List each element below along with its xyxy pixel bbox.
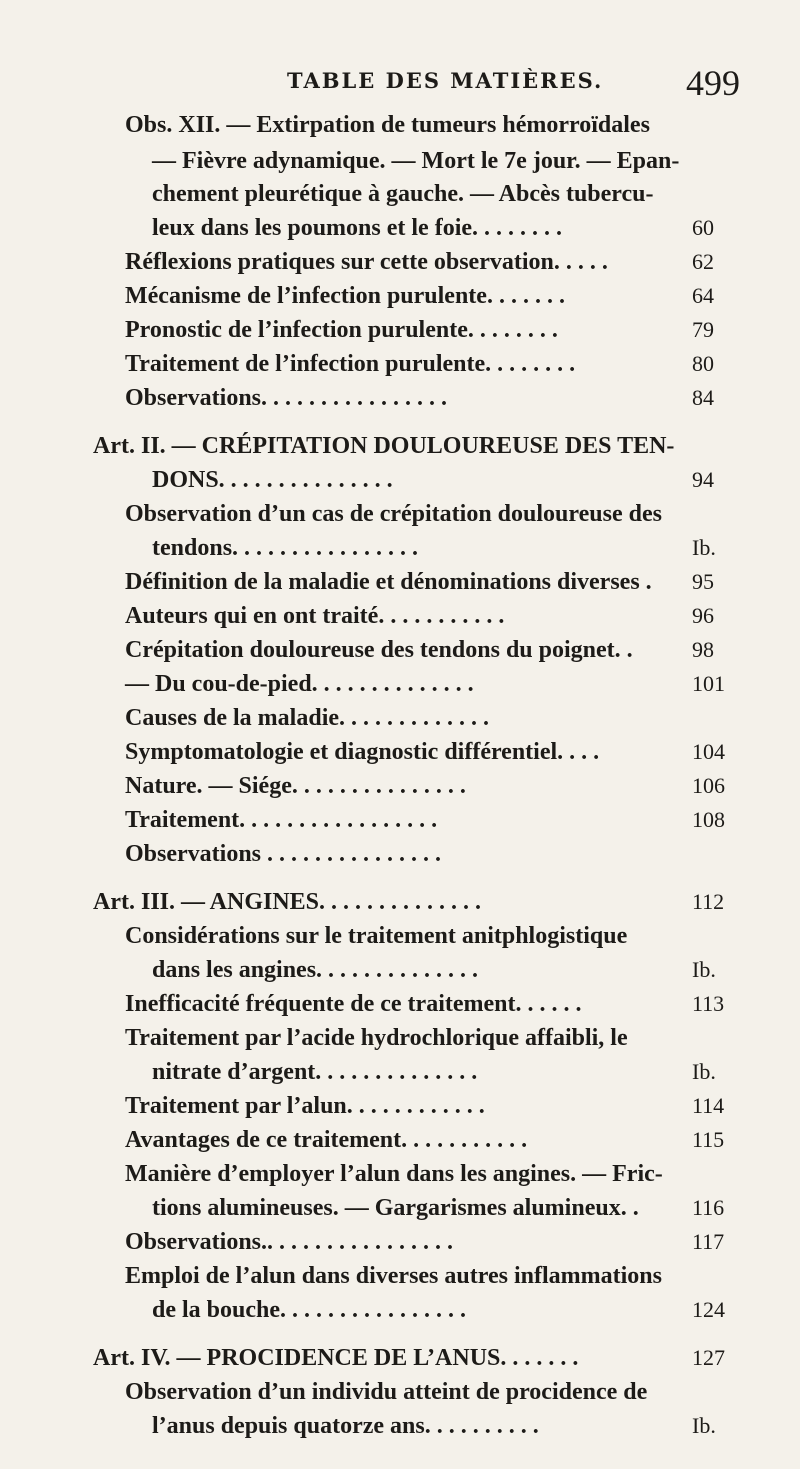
toc-line [0,701,800,735]
toc-line [0,1123,800,1157]
toc-line [0,381,800,415]
toc-line [0,1259,800,1293]
toc-line [0,347,800,381]
toc-entry-page: 106 [692,773,725,798]
toc-entry-text: tions alumineuses. — Gargarismes alumineux. . [152,1195,639,1221]
toc-entry-page: 62 [692,249,714,274]
toc-entry-text: tendons. . . . . . . . . . . . . . . . [152,535,419,561]
toc-line [0,1191,800,1225]
toc-line [0,177,800,211]
toc-line [0,144,800,178]
toc-entry-text: Observation d’un individu atteint de procidence de [125,1379,648,1405]
toc-entry-page: 104 [692,739,725,764]
toc-entry-text: Causes de la maladie. . . . . . . . . . . . . [125,705,490,731]
toc-line [0,1021,800,1055]
toc-entry-page: 114 [692,1093,725,1118]
toc-line [0,769,800,803]
toc-entry-page: 127 [692,1345,725,1370]
toc-entry-text: Définition de la maladie et dénominations diverses . [125,569,652,595]
toc-entry-text: Obs. XII. — Extirpation de tumeurs hémorroïdales [125,112,650,138]
toc-entry-text: leux dans les poumons et le foie. . . . . . . . [152,215,563,241]
toc-line [0,429,800,463]
toc-entry-text: DONS. . . . . . . . . . . . . . . [152,467,393,493]
toc-line [0,279,800,313]
toc-entry-text: Observations.. . . . . . . . . . . . . . . . [125,1229,454,1255]
running-head [0,62,800,106]
toc-entry-page: 79 [692,317,714,342]
toc-entry-text: dans les angines. . . . . . . . . . . . . . [152,957,479,983]
toc-line [0,987,800,1021]
toc-entry-text: Traitement de l’infection purulente. . . . . . . . [125,351,576,377]
toc-line [0,633,800,667]
toc-line [0,837,800,871]
toc-entry-page: 117 [692,1229,725,1254]
toc-line [0,599,800,633]
toc-line [0,803,800,837]
toc-line [0,211,800,245]
toc-line [0,1293,800,1327]
toc-entry-text: Manière d’employer l’alun dans les angines. — Fric- [125,1161,663,1187]
toc-line [0,1089,800,1123]
toc-entry-text: Observations . . . . . . . . . . . . . . . [125,841,442,867]
toc-entry-page: 116 [692,1195,725,1220]
toc-line [0,1157,800,1191]
toc-entry-text: Avantages de ce traitement. . . . . . . . . . . [125,1127,528,1153]
toc-line [0,919,800,953]
toc-line [0,1409,800,1443]
toc-entry-page: 115 [692,1127,725,1152]
toc-entry-page: 80 [692,351,714,376]
toc-entry-page: 64 [692,283,714,308]
toc-entry-page: 84 [692,385,714,410]
toc-entry-text: l’anus depuis quatorze ans. . . . . . . . . . [152,1413,539,1439]
toc-entry-text: de la bouche. . . . . . . . . . . . . . . . [152,1297,467,1323]
toc-entry-page: 112 [692,889,725,914]
toc-entry-page: 101 [692,671,725,696]
toc-line [0,463,800,497]
toc-entry-text: — Fièvre adynamique. — Mort le 7e jour. — Epan- [152,148,680,174]
toc-entry-text: Inefficacité fréquente de ce traitement. . . . . . [125,991,582,1017]
toc-entry-page: 124 [692,1297,725,1322]
toc-entry-text: Art. II. — CRÉPITATION DOULOUREUSE DES TEN- [93,433,675,459]
toc-entry-page: Ib. [692,1413,716,1438]
toc-entry-page: 95 [692,569,714,594]
toc-line [0,1055,800,1089]
toc-entry-text: — Du cou-de-pied. . . . . . . . . . . . . . [125,671,474,697]
toc-line [0,531,800,565]
toc-entry-text: Observation d’un cas de crépitation douloureuse des [125,501,662,527]
toc-line [0,1341,800,1375]
toc-entry-text: Traitement par l’acide hydrochlorique affaibli, le [125,1025,628,1051]
toc-entry-text: chement pleurétique à gauche. — Abcès tubercu- [152,181,654,207]
toc-line [0,953,800,987]
toc-entry-text: Auteurs qui en ont traité. . . . . . . . . . . [125,603,505,629]
toc-entry-page: Ib. [692,1059,716,1084]
toc-line [0,245,800,279]
toc-entry-page: Ib. [692,535,716,560]
toc-line [0,667,800,701]
toc-entry-text: nitrate d’argent. . . . . . . . . . . . . . [152,1059,478,1085]
toc-entry-text: Symptomatologie et diagnostic différentiel. . . . [125,739,600,765]
toc-entry-text: Nature. — Siége. . . . . . . . . . . . . . . [125,773,466,799]
toc-entry-page: Ib. [692,957,716,982]
page-number: 499 [686,63,740,103]
toc-entry-text: Art. IV. — PROCIDENCE DE L’ANUS. . . . . . . [93,1345,579,1371]
toc-entry-page: 113 [692,991,725,1016]
toc-entry-text: Considérations sur le traitement anitphlogistique [125,923,628,949]
toc-entry-page: 98 [692,637,714,662]
running-title: TABLE DES MATIÈRES. [287,68,604,93]
toc-line [0,108,800,142]
toc-entry-text: Traitement. . . . . . . . . . . . . . . . . [125,807,438,833]
toc-entry-text: Mécanisme de l’infection purulente. . . . . . . [125,283,565,309]
toc-line [0,735,800,769]
toc-entry-text: Réflexions pratiques sur cette observation. . . . . [125,249,608,275]
toc-entry-text: Traitement par l’alun. . . . . . . . . . . . [125,1093,485,1119]
toc-line [0,497,800,531]
toc-entry-text: Observations. . . . . . . . . . . . . . . . [125,385,448,411]
toc-line [0,1225,800,1259]
toc-entry-page: 60 [692,215,714,240]
toc-line [0,565,800,599]
toc-line [0,313,800,347]
toc-line [0,1375,800,1409]
toc-entry-text: Pronostic de l’infection purulente. . . . . . . . [125,317,558,343]
toc-entry-text: Art. III. — ANGINES. . . . . . . . . . . . . . [93,889,482,915]
toc-line [0,885,800,919]
toc-entry-text: Crépitation douloureuse des tendons du poignet. . [125,637,633,663]
toc-entry-page: 94 [692,467,714,492]
toc-entry-text: Emploi de l’alun dans diverses autres inflammations [125,1263,662,1289]
toc-entry-page: 96 [692,603,714,628]
toc-entry-page: 108 [692,807,725,832]
